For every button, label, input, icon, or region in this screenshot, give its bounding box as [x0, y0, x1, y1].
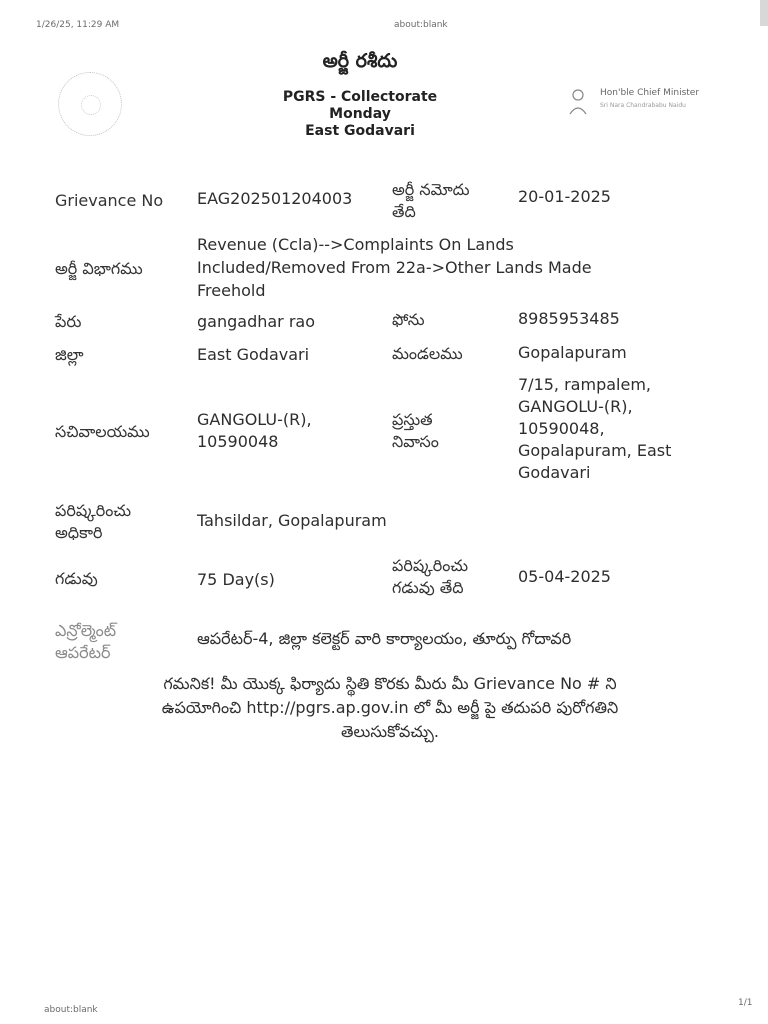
- receipt-header: [230, 50, 490, 140]
- footer-url: about:blank: [44, 1005, 98, 1015]
- name-label: పేరు: [55, 312, 82, 331]
- due-date-value: 05-04-2025: [518, 567, 611, 586]
- cm-title: Hon'ble Chief Minister: [600, 88, 700, 98]
- status-note: గమనిక! మీ యొక్క ఫిర్యాదు స్థితి కొరకు మీరు మీ Grievance No # ని ఉపయోగించి http://pgrs.ap.gov.in లో మీ అర్జీ పై తదుపరి పురోగతిని తెలుసుకోవచ్చు.: [161, 674, 619, 741]
- receipt-title: అర్జీ రశీదు: [322, 50, 398, 72]
- district-value: East Godavari: [197, 345, 310, 364]
- office-day: Monday: [329, 106, 391, 122]
- due-date-label: పరిష్కరించు గడువు తేది: [392, 556, 469, 597]
- mandal-label: మండలము: [392, 344, 463, 363]
- officer-label: పరిష్కరించు అధికారి: [55, 501, 132, 542]
- reg-date-label: అర్జీ నమోదు తేది: [392, 180, 470, 221]
- office-district: East Godavari: [305, 123, 415, 139]
- reg-date-value: 20-01-2025: [518, 187, 611, 206]
- grievance-no-label: Grievance No: [55, 191, 164, 210]
- enrollment-value: ఆపరేటర్-4, జిల్లా కలెక్టర్ వారి కార్యాలయం, తూర్పు గోదావరి: [197, 629, 572, 648]
- name-value: gangadhar rao: [197, 312, 315, 331]
- district-label: జిల్లా: [55, 345, 84, 364]
- mandal-value: Gopalapuram: [518, 343, 627, 362]
- footer-page-number: 1/1: [738, 998, 753, 1008]
- secretariat-label: సచివాలయము: [55, 422, 150, 441]
- residence-value: 7/15, rampalem, GANGOLU-(R), 10590048, Gopalapuram, East Godavari: [518, 375, 672, 482]
- print-datetime: 1/26/25, 11:29 AM: [36, 20, 120, 30]
- phone-value: 8985953485: [518, 309, 620, 328]
- grievance-no-value: EAG202501204003: [197, 189, 353, 208]
- print-url: about:blank: [394, 20, 448, 30]
- residence-label: ప్రస్తుత నివాసం: [392, 410, 439, 451]
- cm-name: Sri Nara Chandrababu Naidu: [600, 102, 686, 109]
- office-name: PGRS - Collectorate: [282, 89, 438, 105]
- phone-label: ఫోను: [392, 310, 425, 329]
- department-value: Revenue (Ccla)-->Complaints On Lands Included/Removed From 22a->Other Lands Made Freehold: [197, 235, 592, 300]
- chief-minister-portrait-icon: [568, 88, 588, 116]
- scan-edge-mark: [760, 0, 768, 26]
- enrollment-label: ఎన్రోల్మెంట్ ఆపరేటర్: [55, 621, 117, 662]
- secretariat-value: GANGOLU-(R), 10590048: [197, 410, 312, 451]
- department-label: అర్జీ విభాగము: [55, 259, 143, 278]
- government-seal-icon: [58, 72, 122, 136]
- officer-value: Tahsildar, Gopalapuram: [197, 511, 387, 530]
- duration-label: గడువు: [55, 569, 98, 588]
- duration-value: 75 Day(s): [197, 570, 275, 589]
